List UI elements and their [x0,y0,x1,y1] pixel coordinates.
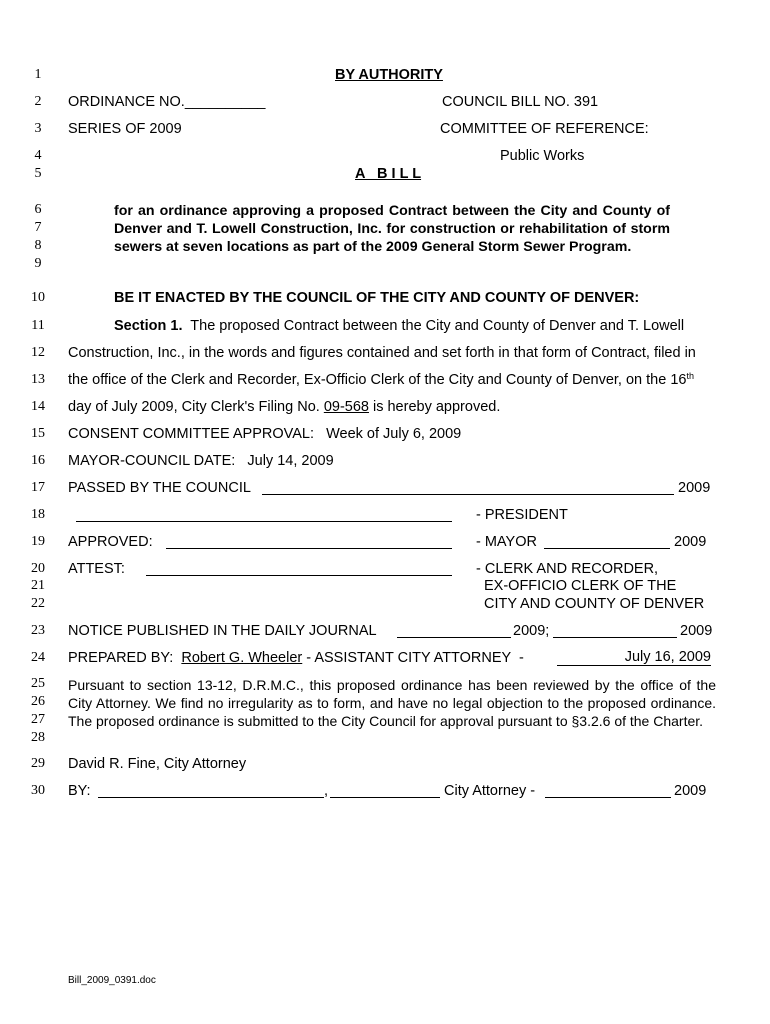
prepared-by-line [68,650,524,666]
attest-label: ATTEST: [68,561,125,577]
president-signature-line[interactable] [76,521,452,522]
prepared-by-name: Robert G. Wheeler [181,650,303,666]
line-number: 16 [31,453,45,468]
by-comma: , [324,783,329,799]
section-1-text: The proposed Contract between the City and County of Denver and T. Lowell [190,318,685,334]
council-bill-number: COUNCIL BILL NO. 391 [442,94,599,110]
by-label: BY: [68,783,91,799]
line-number: 22 [31,596,45,611]
superscript-th: th [686,371,694,381]
clerk-title-line-3: CITY AND COUNTY OF DENVER [484,596,705,612]
line-number: 30 [31,783,45,798]
mayor-date-line[interactable] [544,548,670,549]
line-number: 27 [31,712,45,727]
consent-committee-approval: CONSENT COMMITTEE APPROVAL: Week of July 6, 2009 [68,426,462,442]
line-number: 5 [34,166,42,181]
mayor-council-date: MAYOR-COUNCIL DATE: July 14, 2009 [68,453,334,469]
line-number: 14 [31,399,45,414]
a-bill-heading: A B I L L [355,166,422,182]
line-number: 13 [31,372,45,387]
section-1-line-3 [68,372,694,388]
prepared-by-label: PREPARED BY: [68,650,174,666]
notice-date-line-1[interactable] [397,637,511,638]
footer-filename: Bill_2009_0391.doc [68,975,156,986]
line-number: 28 [31,730,45,745]
line-number: 7 [34,220,42,235]
line-number: 1 [34,67,42,82]
city-attorney-review-paragraph: Pursuant to section 13-12, D.R.M.C., this proposed ordinance has been reviewed by the office of the City Attorney. We find no irregularity as to form, and have no legal objection to the proposed ordinance. The proposed ordinance is submitted to the City Council for approval pursuant to §3.2.6 of the Charter. [68,677,716,729]
line-number: 24 [31,650,45,665]
notice-date-line-2[interactable] [553,637,677,638]
section-1-label: Section 1. [114,318,183,334]
line-number: 3 [34,121,42,136]
president-label: - PRESIDENT [476,507,568,523]
line-number: 2 [34,94,42,109]
notice-year-1: 2009; [513,623,550,639]
clerk-title-line-1: - CLERK AND RECORDER, [476,561,659,577]
passed-signature-line[interactable] [262,494,674,495]
city-attorney-name: David R. Fine, City Attorney [68,756,247,772]
notice-year-2: 2009 [680,623,713,639]
by-name-line[interactable] [330,797,440,798]
prepared-date: July 16, 2009 [557,650,711,666]
line-number: 18 [31,507,45,522]
by-year: 2009 [674,783,707,799]
line-number: 29 [31,756,45,771]
line-number: 12 [31,345,45,360]
section-1-line-2: Construction, Inc., in the words and figures contained and set forth in that form of Contract, filed in [68,345,696,361]
clerk-title-line-2: EX-OFFICIO CLERK OF THE [484,578,677,594]
line-number: 11 [31,318,45,333]
section-1-line-3-text: the office of the Clerk and Recorder, Ex-Officio Clerk of the City and County of Denver, on the 16 [68,372,687,388]
line-number: 4 [34,148,42,163]
line-number: 21 [31,578,45,593]
attest-signature-line[interactable] [146,575,452,576]
mayor-label: - MAYOR [476,534,537,550]
series-year: SERIES OF 2009 [68,121,182,137]
by-signature-line[interactable] [98,797,324,798]
line-number: 6 [34,202,42,217]
by-date-line[interactable] [545,797,671,798]
approved-signature-line[interactable] [166,548,452,549]
approved-label: APPROVED: [68,534,153,550]
passed-by-council-label: PASSED BY THE COUNCIL [68,480,251,496]
bill-title: for an ordinance approving a proposed Contract between the City and County of Denver and T. Lowell Construction, Inc. for construction or rehabilitation of storm sewers at seven locations as part of the 2009 General Storm Sewer Program. [114,203,670,255]
section-1-line-4-pre: day of July 2009, City Clerk's Filing No. [68,399,324,415]
city-attorney-label: City Attorney - [444,783,536,799]
notice-published-label: NOTICE PUBLISHED IN THE DAILY JOURNAL [68,623,377,639]
line-number: 8 [34,238,42,253]
mayor-year: 2009 [674,534,707,550]
committee-of-reference-label: COMMITTEE OF REFERENCE: [440,121,649,137]
line-number: 15 [31,426,45,441]
line-number: 25 [31,676,45,691]
line-number: 10 [31,290,45,305]
committee-of-reference-value: Public Works [500,148,585,164]
section-1-line-1 [114,318,684,334]
by-authority-heading: BY AUTHORITY [335,67,443,83]
line-number: 23 [31,623,45,638]
section-1-line-4 [68,399,500,415]
prepared-by-title: - ASSISTANT CITY ATTORNEY - [302,650,524,666]
line-number: 26 [31,694,45,709]
passed-year: 2009 [678,480,711,496]
ordinance-number: ORDINANCE NO.__________ [68,94,266,110]
line-number: 19 [31,534,45,549]
filing-number: 09-568 [323,399,369,415]
line-number: 9 [34,256,42,271]
line-number: 17 [31,480,45,495]
line-number: 20 [31,561,45,576]
section-1-line-4-post: is hereby approved. [368,399,501,415]
enacting-clause: BE IT ENACTED BY THE COUNCIL OF THE CITY AND COUNTY OF DENVER: [114,290,640,306]
